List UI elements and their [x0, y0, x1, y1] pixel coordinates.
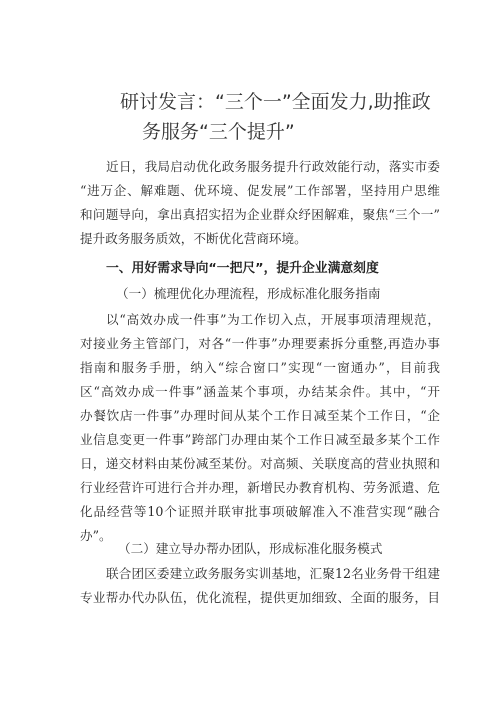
body-line: 行业经营许可进行合并办理，新增民办教育机构、劳务派遣、危	[80, 480, 440, 495]
body-line: 对接业务主管部门，对各“一件事”办理要素拆分重整,再造办事	[80, 336, 440, 351]
subsection-1-paragraph	[80, 308, 440, 548]
body-line: 化品经营等10个证照并联审批事项破解准入不准营实现“融合	[80, 504, 440, 519]
body-line: 专业帮办代办队伍，优化流程，提供更加细致、全面的服务，目	[80, 590, 440, 605]
intro-line: “进万企、解难题、优环境、促发展”工作部署，坚持用户思维	[80, 183, 440, 198]
section-heading-1: 一、用好需求导向“一把尺”，提升企业满意刻度	[106, 261, 379, 276]
intro-paragraph	[80, 155, 440, 251]
document-title-line-1: 研讨发言：“三个一”全面发力,助推政	[120, 91, 431, 113]
intro-line: 近日，我局启动优化政务服务提升行政效能行动，落实市委	[106, 159, 440, 174]
body-line: 联合团区委建立政务服务实训基地，汇聚12名业务骨干组建	[106, 566, 440, 581]
subsection-2-paragraph	[80, 562, 440, 610]
intro-line: 提升政务服务质效，不断优化营商环境。	[80, 231, 307, 246]
subsection-heading-2: （二）建立导办帮办团队，形成标准化服务模式	[118, 541, 383, 556]
body-line: 业信息变更一件事”跨部门办理由某个工作日减至最多某个工作	[80, 432, 440, 447]
body-line: 日，递交材料由某份减至某份。对高频、关联度高的营业执照和	[80, 456, 440, 471]
subsection-heading-1: （一）梳理优化办理流程，形成标准化服务指南	[116, 286, 381, 301]
body-line: 区“高效办成一件事”涵盖某个事项，办结某余件。其中，“开	[80, 384, 440, 399]
body-line: 办”。	[80, 528, 112, 543]
body-line: 办餐饮店一件事”办理时间从某个工作日减至某个工作日，“企	[80, 408, 440, 423]
document-title-line-2: 务服务“三个提升”	[142, 121, 295, 143]
intro-line: 和问题导向，拿出真招实招为企业群众纾困解难，聚焦“三个一”	[80, 207, 440, 222]
body-line: 以“高效办成一件事”为工作切入点，开展事项清理规范，	[106, 312, 440, 327]
body-line: 指南和服务手册，纳入“综合窗口”实现“一窗通办”，目前我	[80, 360, 440, 375]
